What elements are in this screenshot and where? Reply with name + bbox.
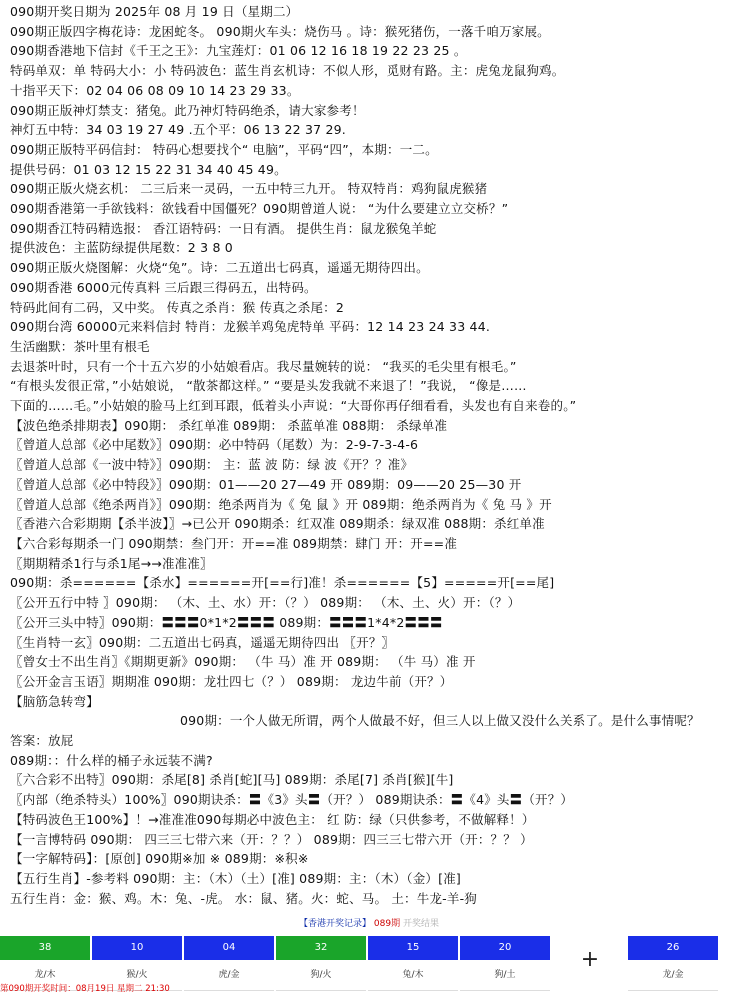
lottery-ball [628, 936, 718, 990]
text-line: 090期开奖日期为 2025年 08 月 19 日（星期二） [10, 4, 299, 19]
text-line: 提供波色：主蓝防绿提供尾数：2 3 8 0 [10, 240, 233, 256]
text-line: 特码此间有二码，又中奖。 传真之杀肖：猴 传真之杀尾：2 [10, 299, 345, 315]
text-line: 〖曾道人总部《必中尾数》〗090期：必中特码（尾数）为：2-9-7-3-4-6 [10, 437, 419, 453]
lottery-ball [460, 936, 550, 990]
text-line: 090期香港第一手欲钱料：欲钱看中国僵死？090期曾道人说： “为什么要建立立交桥？” [10, 201, 509, 217]
text-line: 090期香港 6000元传真料 三后跟三得码五，出特码。 [10, 279, 317, 295]
text-line: 090期香江特码精选报： 香江语特码：一日有酒。 提供生肖：鼠龙猴兔羊蛇 [10, 220, 437, 236]
text-line: 090期香港地下信封《千王之王》：九宝莲灯：01 06 12 16 18 19 22 23 25 。 [10, 43, 467, 59]
text-line: 【一字解特码】：[原创] 090期※加 ※ 089期：※积※ [10, 851, 309, 867]
text-line: 【波色绝杀排期表】090期： 杀红单准 089期： 杀蓝单准 088期： 杀绿单准 [10, 417, 448, 433]
text-line: 十指平天下：02 04 06 08 09 10 14 23 29 33。 [10, 82, 300, 98]
text-line: 【脑筋急转弯】 [10, 693, 99, 709]
text-line: 答案：放屁 [10, 733, 74, 749]
text-line: 【一言博特码 090期： 四三三七带六来（开：？？） 089期：四三三七带六开（开：？？ ） [10, 831, 533, 847]
text-line: 【六合彩每期杀一门 090期禁：叁门开：开==准 089期禁：肆门 开：开==准 [10, 535, 458, 551]
ball-zodiac: 狗/土 [460, 960, 550, 991]
text-line: 〖香港六合彩期期【杀半波】〗→已公开 090期杀：红双准 089期杀：绿双准 088期：杀红单准 [10, 516, 545, 532]
ball-number: 38 [0, 936, 90, 960]
lottery-ball [276, 936, 366, 990]
text-line: 〖曾女士不出生肖〗《期期更新》090期： （牛 马）准 开 089期： （牛 马）准 开 [10, 654, 476, 670]
text-line: 090期正版四字梅花诗：龙困蛇冬。 090期火车头：烧伤马 。诗：猴死猪伤，一落千咱万家展。 [10, 23, 550, 39]
lottery-ball [368, 936, 458, 990]
text-line: 090期：一个人做无所谓，两个人做最不好，但三人以上做又没什么关系了。是什么事情呢？ [180, 713, 700, 729]
text-line: “有根头发很正常，”小姑娘说， “散茶都这样。” “要是头发我就不来退了！”我说， “像是…… [10, 378, 527, 394]
text-line: 【五行生肖】-参考料 090期：主：（木）（土）[准] 089期：主：（木）（金）[准] [10, 870, 461, 886]
lottery-ball [184, 936, 274, 990]
ball-number: 10 [92, 936, 182, 960]
text-line: 090期：杀======【杀水】======开[==行]准！杀======【5】=====开[==尾] [10, 575, 555, 591]
text-line: 〖六合彩不出特〗090期：杀尾[8] 杀肖[蛇][马] 089期：杀尾[7] 杀肖[猴][牛] [10, 772, 454, 788]
text-line: 〖公开五行中特 〗090期： （木、土、水）开：（？） 089期： （木、土、火）开：（？） [10, 595, 521, 611]
lottery-header-suffix: 开奖结果 [402, 919, 439, 929]
text-line: 〖期期精杀1行与杀1尾→→准准准〗 [10, 555, 213, 571]
ball-number: 04 [184, 936, 274, 960]
ball-number: 15 [368, 936, 458, 960]
text-line: 〖公开三头中特〗090期：〓〓〓0*1*2〓〓〓 089期：〓〓〓1*4*2〓〓〓 [10, 614, 443, 630]
text-line: 090期正版火烧图解：火烧“兔”。诗：二五道出七码真，遥遥无期待四出。 [10, 260, 429, 276]
text-line: 去退茶叶时，只有一个十五六岁的小姑娘看店。我尽量婉转的说： “我买的毛尖里有根毛。” [10, 358, 517, 374]
ball-zodiac: 龙/木 [0, 960, 90, 991]
text-line: 〖曾道人总部《必中特段》〗090期：01——20 27—49 开 089期：09——20 25—30 开 [10, 476, 522, 492]
text-line: 【特码波色王100%】！→准准准090每期必中波色主： 红 防：绿（只供参考，不做解释！） [10, 811, 535, 827]
text-line: 〖公开金言玉语〗期期准 090期：龙壮四七（？） 089期： 龙边牛前（开？） [10, 673, 453, 689]
text-line: 090期台湾 60000元来料信封 特肖：龙猴羊鸡兔虎特单 平码：12 14 23 24 33 44. [10, 319, 491, 335]
text-line: 神灯五中特：34 03 19 27 49 .五个平：06 13 22 37 29. [10, 122, 346, 138]
text-line: 〖内部（绝杀特头）100%〗090期诀杀：〓《3》头〓（开？） 089期诀杀：〓《4》头〓（开？） [10, 792, 574, 808]
text-line: 五行生肖：金：猴、鸡。木：兔、-虎。 水：鼠、猪。火：蛇、马。 土：牛龙-羊-狗 [10, 890, 477, 906]
ball-number: 26 [628, 936, 718, 960]
text-line: 090期正版神灯禁支：猪兔。此乃神灯特码绝杀，请大家参考！ [10, 102, 365, 118]
ball-zodiac: 虎/金 [184, 960, 274, 991]
plus-icon: + [580, 947, 600, 972]
ball-number: 32 [276, 936, 366, 960]
ball-number: 20 [460, 936, 550, 960]
text-line: 〖曾道人总部《一波中特》〗090期： 主：蓝 波 防：绿 波《开？？准》 [10, 457, 414, 473]
text-line: 提供号码：01 03 12 15 22 31 34 40 45 49。 [10, 161, 287, 177]
text-line: 下面的……毛。”小姑娘的脸马上红到耳跟，低着头小声说：“大哥你再仔细看看，头发也有自来卷的。” [10, 398, 577, 414]
ball-zodiac: 龙/金 [628, 960, 718, 991]
text-line: 〖曾道人总部《绝杀两肖》〗090期：绝杀两肖为《 兔 鼠 》开 089期：绝杀两肖为《 兔 马 》开 [10, 496, 552, 512]
draw-time-footer: 第090期开奖时间：08月19日 星期二 21:30 [0, 984, 170, 994]
text-line: 特码单双：单 特码大小：小 特码波色：蓝生肖玄机诗：不似人形，觅财有路。主：虎兔龙鼠狗鸡。 [10, 63, 565, 79]
text-line: 090期正版火烧玄机： 二三后来一灵码，一五中特三九开。 特双特肖：鸡狗鼠虎猴猪 [10, 181, 488, 197]
text-line: 090期正版特平码信封： 特码心想要找个“ 电脑”，平码“四”，本期：一二。 [10, 141, 438, 157]
lottery-header-title: 【香港开奖记录】 [299, 919, 372, 929]
ball-zodiac: 猴/火 [92, 960, 182, 991]
text-line: 生活幽默：茶叶里有根毛 [10, 338, 150, 354]
text-line: 089期：：什么样的桶子永远装不满? [10, 752, 213, 768]
ball-zodiac: 兔/木 [368, 960, 458, 991]
ball-zodiac: 狗/火 [276, 960, 366, 991]
lottery-header-period: 089期 [373, 919, 401, 929]
text-line: 〖生肖特一玄〗090期：二五道出七码真，遥遥无期待四出 〖开？〗 [10, 634, 395, 650]
lottery-header [0, 914, 738, 934]
